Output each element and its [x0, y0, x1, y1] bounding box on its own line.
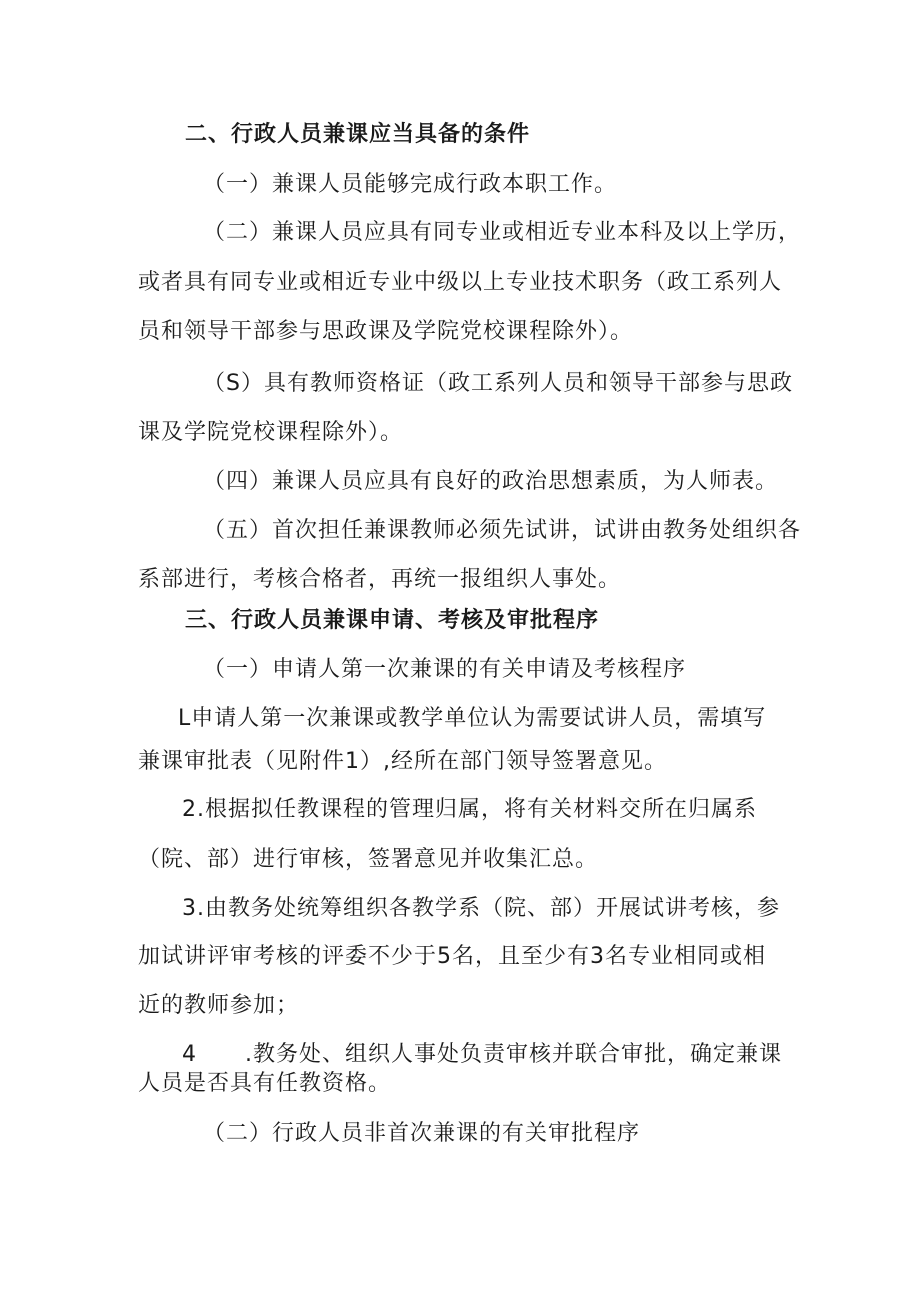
paragraph-line: （一）兼课人员能够完成行政本职工作。 — [203, 172, 618, 197]
paragraph-line: 近的教师参加； — [138, 993, 300, 1018]
paragraph-line: 兼课审批表（见附件1）,经所在部门领导签署意见。 — [138, 749, 667, 774]
paragraph-line: 加试讲评审考核的评委不少于5名，且至少有3名专业相同或相 — [138, 944, 766, 969]
paragraph-line: （一）申请人第一次兼课的有关申请及考核程序 — [203, 657, 687, 682]
paragraph-line: （院、部）进行审核，签署意见并收集汇总。 — [138, 847, 599, 872]
paragraph-line: 或者具有同专业或相近专业中级以上专业技术职务（政工系列人 — [138, 270, 783, 295]
section-heading-2: 二、行政人员兼课应当具备的条件 — [185, 122, 531, 147]
paragraph-line: 人员是否具有任教资格。 — [138, 1071, 392, 1096]
paragraph-line: （二）行政人员非首次兼课的有关审批程序 — [203, 1121, 641, 1146]
paragraph-line: 2.根据拟任教课程的管理归属，将有关材料交所在归属系 — [182, 797, 757, 822]
paragraph-line: （二）兼课人员应具有同专业或相近专业本科及以上学历， — [203, 220, 802, 245]
paragraph-line: 员和领导干部参与思政课及学院党校课程除外）。 — [138, 319, 634, 344]
paragraph-line: L申请人第一次兼课或教学单位认为需要试讲人员，需填写 — [178, 706, 767, 731]
paragraph-line: （四）兼课人员应具有良好的政治思想素质，为人师表。 — [203, 469, 779, 494]
paragraph-line: 系部进行，考核合格者，再统一报组织人事处。 — [138, 567, 622, 592]
paragraph-line: 课及学院党校课程除外）。 — [138, 420, 404, 445]
paragraph-line: （S）具有教师资格证（政工系列人员和领导干部参与思政 — [203, 371, 793, 396]
section-heading-3: 三、行政人员兼课申请、考核及审批程序 — [185, 608, 600, 633]
paragraph-line: （五）首次担任兼课教师必须先试讲，试讲由教务处组织各 — [203, 518, 802, 543]
paragraph-line: 3.由教务处统筹组织各教学系（院、部）开展试讲考核，参 — [182, 896, 780, 921]
paragraph-line: 4 .教务处、组织人事处负责审核并联合审批，确定兼课 — [182, 1042, 782, 1067]
